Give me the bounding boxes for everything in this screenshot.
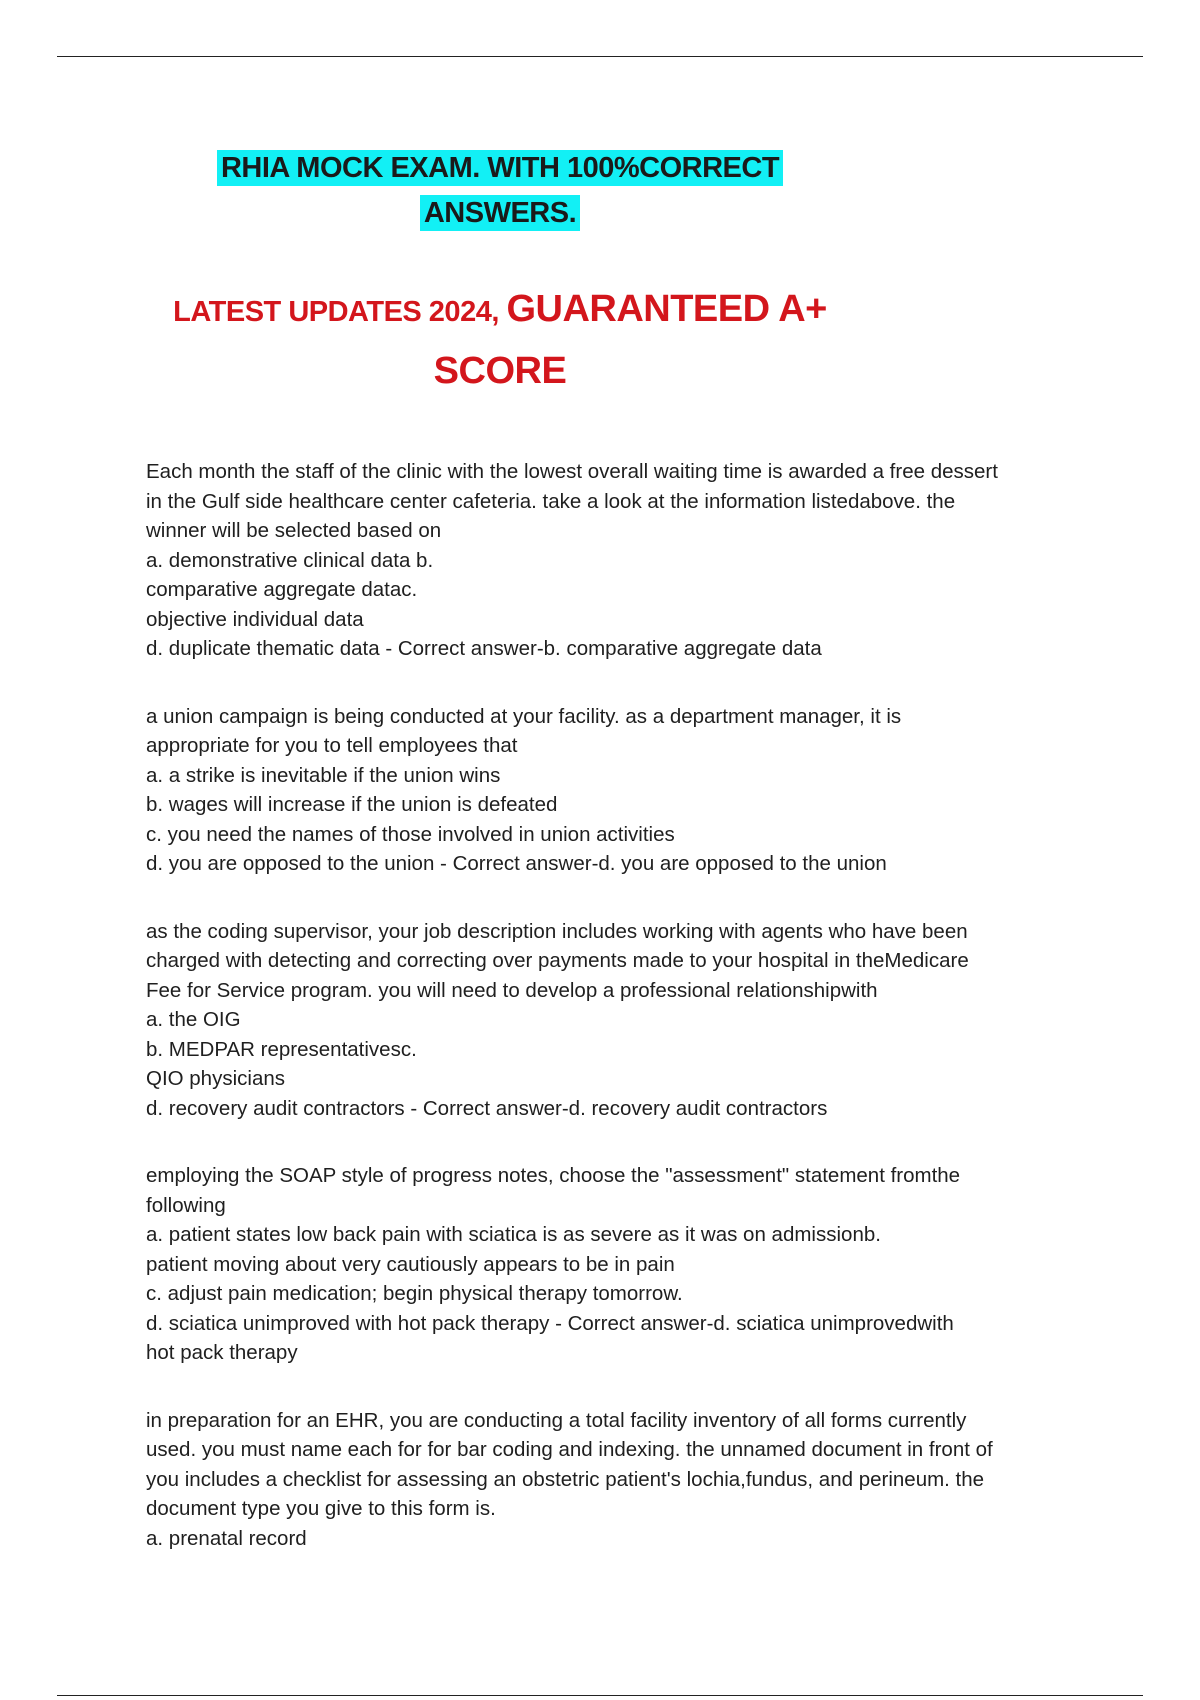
subtitle-guaranteed: GUARANTEED A+ <box>506 288 827 330</box>
answer-option: objective individual data <box>146 607 364 631</box>
question-line: appropriate for you to tell employees that <box>146 734 518 757</box>
correct-answer-line: d. recovery audit contractors - Correct answer-d. recovery audit contractors <box>146 1096 828 1120</box>
answer-option: patient moving about very cautiously appears to be in pain <box>146 1252 675 1276</box>
title-line-2: ANSWERS. <box>420 195 580 231</box>
correct-answer-line: d. sciatica unimproved with hot pack therapy - Correct answer-d. sciatica unimprovedwith <box>146 1311 954 1335</box>
top-rule <box>57 56 1143 57</box>
question-line: Each month the staff of the clinic with the lowest overall waiting time is awarded a free dessert <box>146 460 998 483</box>
answer-option: a. demonstrative clinical data b. <box>146 548 434 572</box>
question-line: in the Gulf side healthcare center cafeteria. take a look at the information listedabove. the <box>146 489 956 513</box>
answer-option: b. wages will increase if the union is defeated <box>146 793 558 816</box>
correct-answer-line: hot pack therapy <box>146 1341 298 1364</box>
question-line: you includes a checklist for assessing an obstetric patient's lochia,fundus, and perineum. the <box>146 1467 985 1491</box>
question-3 <box>146 917 1086 1124</box>
answer-option: a. patient states low back pain with sciatica is as severe as it was on admissionb. <box>146 1223 881 1246</box>
question-line: a union campaign is being conducted at your facility. as a department manager, it is <box>146 704 902 728</box>
answer-option: b. MEDPAR representativesc. <box>146 1037 417 1061</box>
question-2 <box>146 702 1086 879</box>
question-line: as the coding supervisor, your job description includes working with agents who have been <box>146 919 968 943</box>
title-line-1: RHIA MOCK EXAM. WITH 100%CORRECT <box>217 150 783 186</box>
question-line: in preparation for an EHR, you are conducting a total facility inventory of all forms currently <box>146 1408 967 1432</box>
question-1 <box>146 457 1086 664</box>
question-line: employing the SOAP style of progress notes, choose the "assessment" statement fromthe <box>146 1164 961 1187</box>
question-line: document type you give to this form is. <box>146 1497 496 1520</box>
document-subtitle <box>150 282 850 406</box>
question-line: following <box>146 1193 226 1217</box>
bottom-rule <box>57 1695 1143 1696</box>
answer-option: a. prenatal record <box>146 1526 307 1550</box>
question-line: used. you must name each for for bar coding and indexing. the unnamed document in front of <box>146 1438 993 1461</box>
answer-option: c. adjust pain medication; begin physical therapy tomorrow. <box>146 1282 683 1305</box>
question-line: Fee for Service program. you will need to develop a professional relationshipwith <box>146 978 878 1002</box>
correct-answer-line: d. duplicate thematic data - Correct answer-b. comparative aggregate data <box>146 637 822 660</box>
correct-answer-line: d. you are opposed to the union - Correct answer-d. you are opposed to the union <box>146 852 887 875</box>
question-4 <box>146 1161 1086 1368</box>
answer-option: a. a strike is inevitable if the union wins <box>146 763 501 787</box>
subtitle-score: SCORE <box>433 350 567 392</box>
question-list <box>146 457 1086 1591</box>
question-line: charged with detecting and correcting over payments made to your hospital in theMedicare <box>146 949 969 972</box>
answer-option: QIO physicians <box>146 1067 285 1090</box>
answer-option: a. the OIG <box>146 1008 241 1031</box>
question-5 <box>146 1406 1086 1554</box>
document-title <box>150 146 850 236</box>
answer-option: c. you need the names of those involved in union activities <box>146 822 675 846</box>
answer-option: comparative aggregate datac. <box>146 578 418 601</box>
question-line: winner will be selected based on <box>146 519 442 542</box>
subtitle-latest-updates: LATEST UPDATES 2024, <box>173 296 507 328</box>
